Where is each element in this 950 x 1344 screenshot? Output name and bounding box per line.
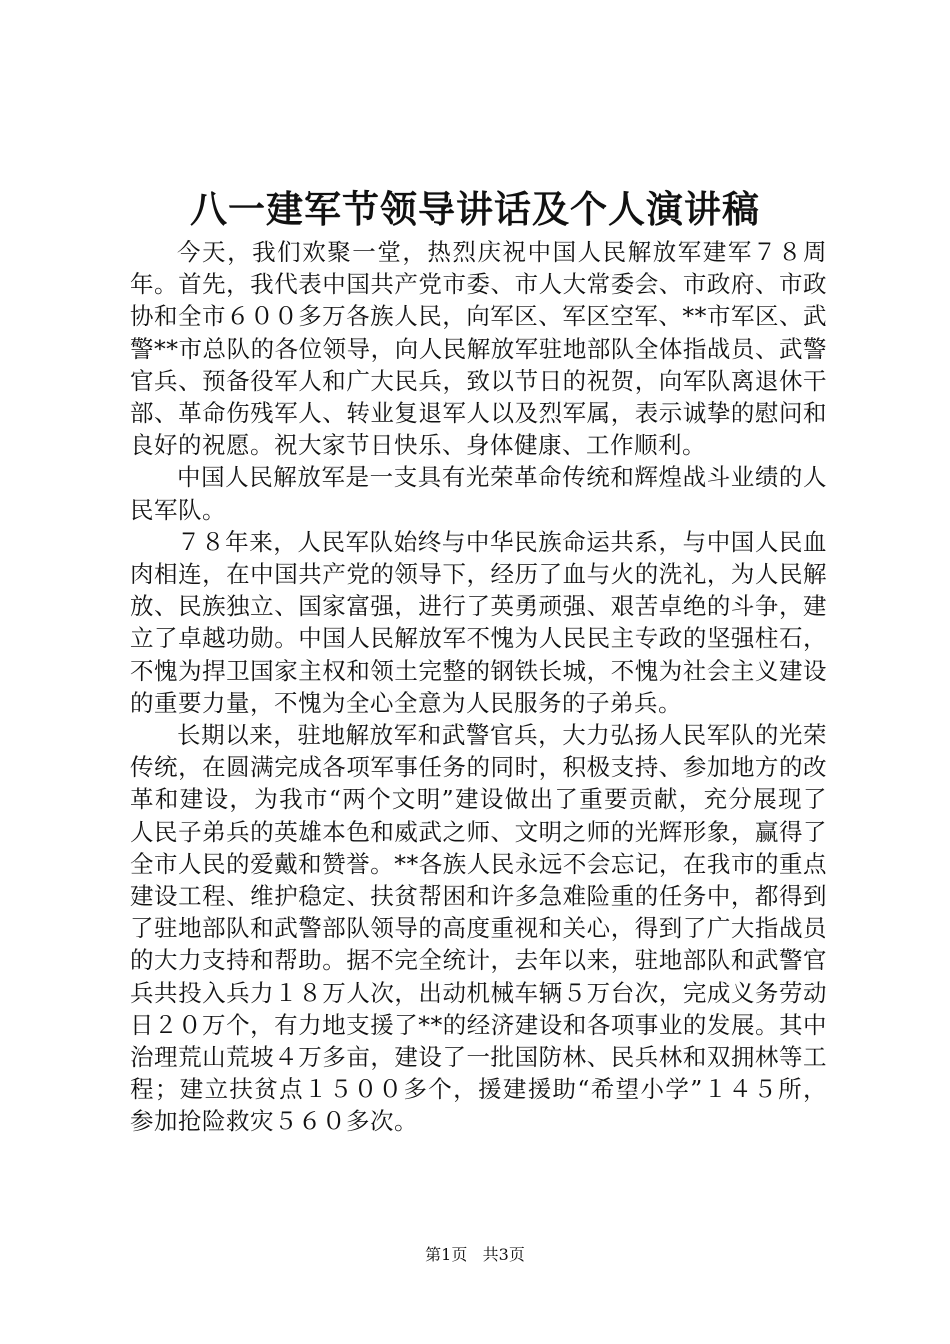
page-footer [0,1244,950,1266]
document-body [130,236,827,1138]
paragraph-3: ７８年来，人民军队始终与中华民族命运共系，与中国人民血肉相连，在中国共产党的领导下，经历了血与火的洗礼，为人民解放、民族独立、国家富强，进行了英勇顽强、艰苦卓绝的斗争，建立了卓越功勋。中国人民解放军不愧为人民民主专政的坚强柱石，不愧为捍卫国家主权和领土完整的钢铁长城，不愧为社会主义建设的重要力量，不愧为全心全意为人民服务的子弟兵。 [130,527,827,717]
page-separator [472,1245,477,1264]
page-number: 第1页 [425,1245,468,1264]
document-title: 八一建军节领导讲话及个人演讲稿 [190,187,760,231]
paragraph-2: 中国人民解放军是一支具有光荣革命传统和辉煌战斗业绩的人民军队。 [130,463,827,524]
paragraph-1: 今天，我们欢聚一堂，热烈庆祝中国人民解放军建军７８周年。首先，我代表中国共产党市委、市人大常委会、市政府、市政协和全市６００多万各族人民，向军区、军区空军、**市军区、武警**市总队的各位领导，向人民解放军驻地部队全体指战员、武警官兵、预备役军人和广大民兵，致以节日的祝贺，向军队离退休干部、革命伤残军人、转业复退军人以及烈军属，表示诚挚的慰问和良好的祝愿。祝大家节日快乐、身体健康、工作顺利。 [130,238,827,460]
paragraph-4: 长期以来，驻地解放军和武警官兵，大力弘扬人民军队的光荣传统，在圆满完成各项军事任务的同时，积极支持、参加地方的改革和建设，为我市“两个文明”建设做出了重要贡献，充分展现了人民子弟兵的英雄本色和威武之师、文明之师的光辉形象，赢得了全市人民的爱戴和赞誉。**各族人民永远不会忘记，在我市的重点建设工程、维护稳定、扶贫帮困和许多急难险重的任务中，都得到了驻地部队和武警部队领导的高度重视和关心，得到了广大指战员的大力支持和帮助。据不完全统计，去年以来，驻地部队和武警官兵共投入兵力１８万人次，出动机械车辆５万台次，完成义务劳动日２０万个，有力地支援了**的经济建设和各项事业的发展。其中治理荒山荒坡４万多亩，建设了一批国防林、民兵林和双拥林等工程；建立扶贫点１５００多个，援建援助“希望小学”１４５所，参加抢险救灾５６０多次。 [130,721,827,1136]
page-total: 共3页 [482,1245,525,1264]
